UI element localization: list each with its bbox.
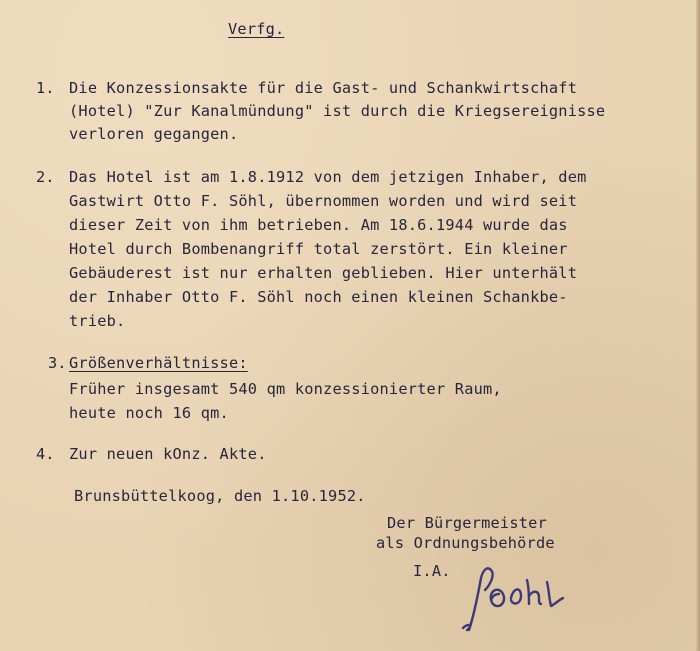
item-2-number: 2. bbox=[36, 168, 55, 186]
item-4-line-1: Zur neuen kOnz. Akte. bbox=[69, 445, 267, 463]
item-1-line-1: Die Konzessionsakte für die Gast- und Schankwirtschaft bbox=[69, 79, 578, 97]
item-2-line-6: der Inhaber Otto F. Söhl noch einen kleinen Schankbe- bbox=[69, 288, 568, 306]
ia-label: I.A. bbox=[413, 562, 451, 580]
item-1-number: 1. bbox=[36, 79, 55, 97]
item-3-number: 3. bbox=[48, 354, 67, 372]
item-2-line-1: Das Hotel ist am 1.8.1912 von dem jetzigen Inhaber, dem bbox=[69, 168, 587, 186]
item-1-line-3: verloren gegangen. bbox=[69, 125, 239, 143]
item-2-line-4: Hotel durch Bombenangriff total zerstört. Ein kleiner bbox=[69, 240, 568, 258]
item-2-line-3: dieser Zeit von ihm betrieben. Am 18.6.1944 wurde das bbox=[69, 216, 568, 234]
paper-edge bbox=[696, 0, 700, 651]
place-date: Brunsbüttelkoog, den 1.10.1952. bbox=[74, 487, 366, 505]
item-2-line-7: trieb. bbox=[69, 312, 126, 330]
item-3-line-1: Früher insgesamt 540 qm konzessionierter Raum, bbox=[69, 380, 502, 398]
item-2-line-5: Gebäuderest ist nur erhalten geblieben. Hier unterhält bbox=[69, 264, 578, 282]
document-heading: Verfg. bbox=[228, 20, 285, 38]
authority-line-1: Der Bürgermeister bbox=[387, 514, 547, 532]
authority-line-2: als Ordnungsbehörde bbox=[376, 534, 555, 552]
handwritten-signature bbox=[455, 560, 585, 635]
item-2-line-2: Gastwirt Otto F. Söhl, übernommen worden und wird seit bbox=[69, 192, 578, 210]
item-1-line-2: (Hotel) "Zur Kanalmündung" ist durch die Kriegsereignisse bbox=[69, 102, 606, 120]
item-3-title: Größenverhältnisse: bbox=[69, 354, 248, 372]
item-4-number: 4. bbox=[36, 445, 55, 463]
item-3-line-2: heute noch 16 qm. bbox=[69, 404, 229, 422]
